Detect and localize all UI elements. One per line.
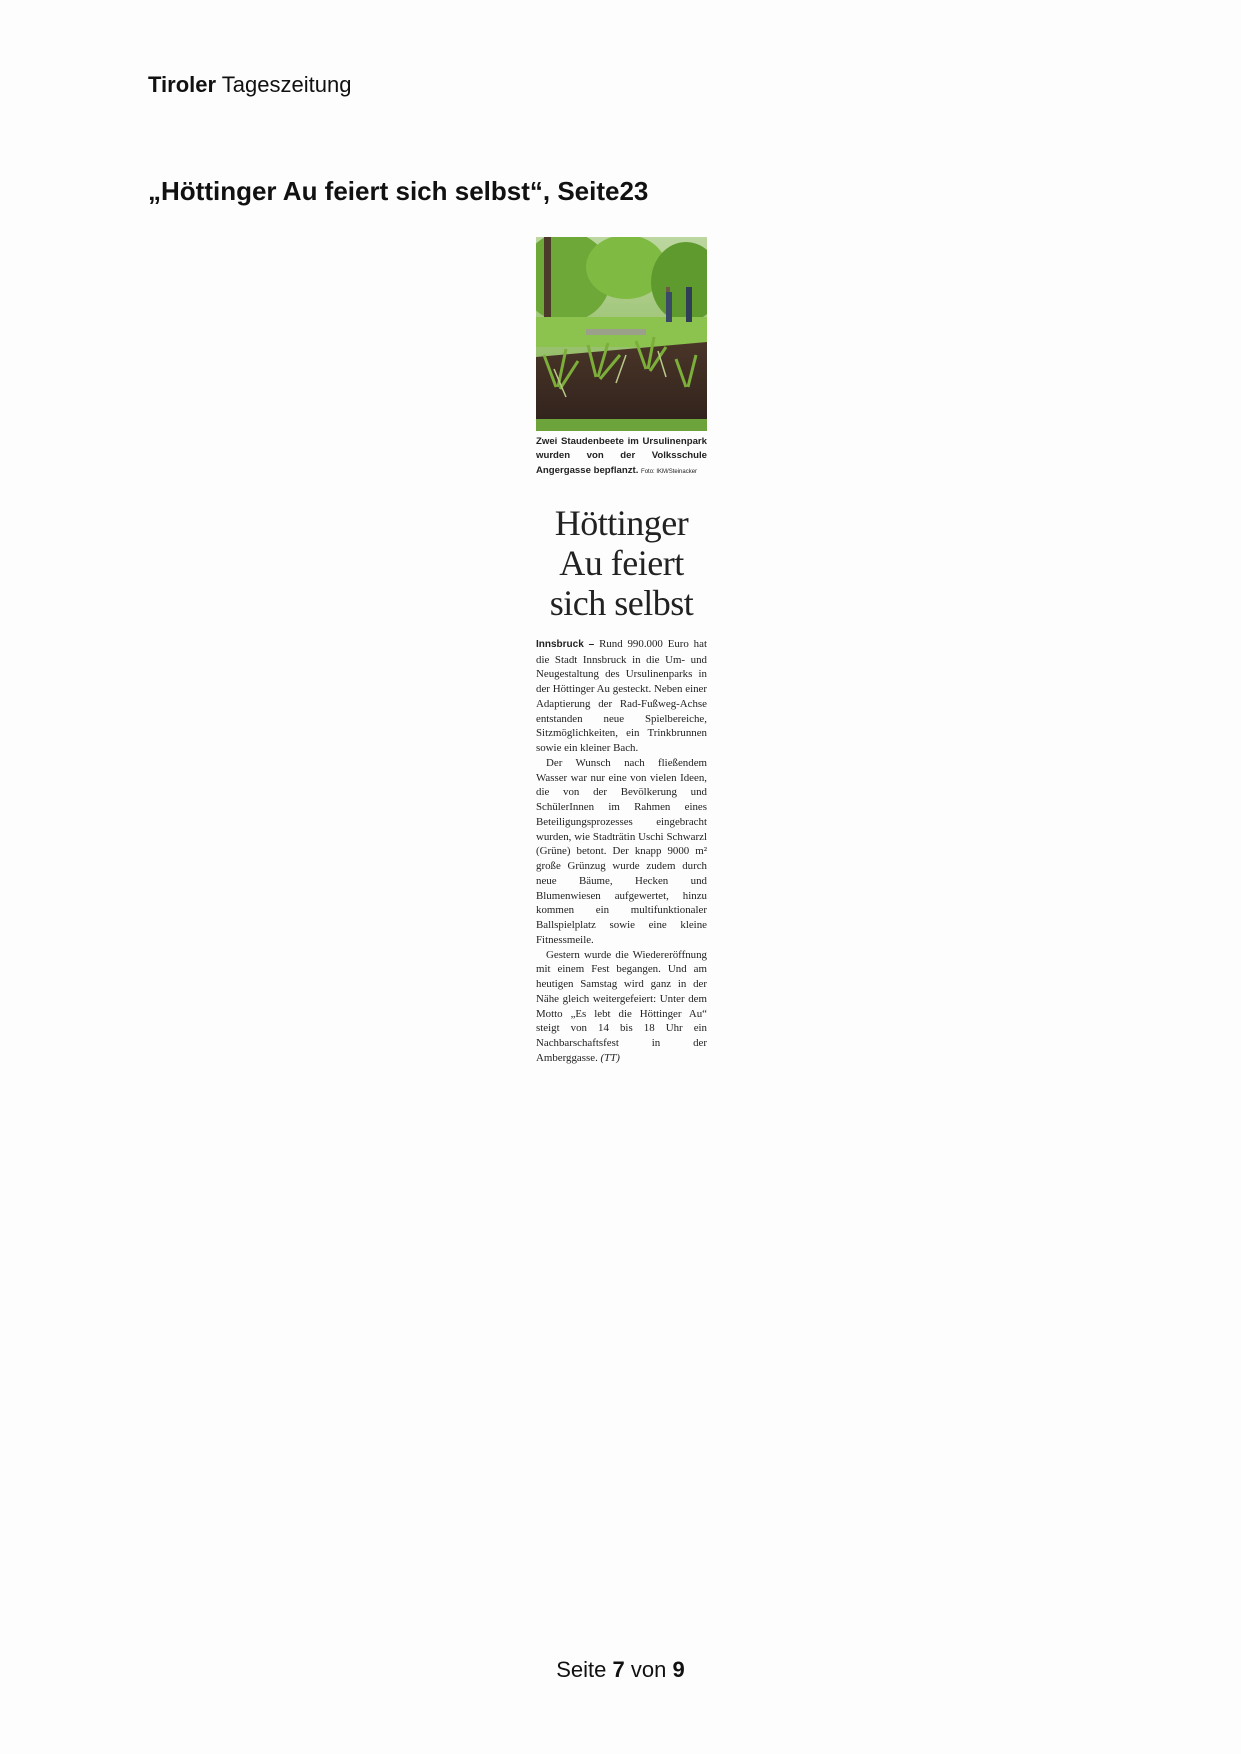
photo-caption: [536, 435, 707, 479]
article-body: [536, 637, 707, 1066]
headline-line: sich selbst: [549, 582, 694, 623]
newspaper-clipping: [536, 237, 707, 1066]
article-paragraph: [536, 637, 707, 756]
page-footer: [0, 1657, 1241, 1683]
article-headline: [536, 503, 707, 623]
total-pages-number: 9: [672, 1657, 685, 1682]
paragraph-text: Rund 990.000 Euro hat die Stadt Innsbruck in die Um- und Neugestaltung des Ursulinenparks in der Höttinger Au gesteckt. Neben einer Adaptierung der Rad-Fußweg-Achse entstanden neue Spielbereiche, Sitzmöglichkeiten, ein Trinkbrunnen sowie ein kleiner Bach.: [536, 637, 707, 755]
publication-name: [148, 72, 351, 98]
agency-tag: (TT): [600, 1051, 620, 1064]
article-paragraph: [536, 948, 707, 1066]
publication-name-bold: Tiroler: [148, 72, 217, 97]
photo-caption-text: Zwei Staudenbeete im Ursulinenpark wurden von der Volksschule Angergasse bepflanzt.: [536, 436, 707, 476]
page-word: Seite: [556, 1657, 607, 1682]
paragraph-text: Gestern wurde die Wiedereröffnung mit einem Fest begangen. Und am heutigen Samstag wird ganz in der Nähe gleich weitergefeiert: Unter dem Motto „Es lebt die Höttinger Au“ steigt von 14 bis 18 Uhr ein Nachbarschaftsfest in der Amberggasse.: [536, 948, 707, 1064]
current-page-number: 7: [612, 1657, 625, 1682]
article-dateline: Innsbruck –: [536, 638, 595, 650]
headline-line: Au feiert: [559, 542, 684, 583]
park-flowerbed-photo-icon: [536, 237, 707, 431]
photo-credit: Foto: IKM/Steinacker: [641, 468, 698, 475]
publication-name-regular: Tageszeitung: [221, 72, 352, 97]
headline-line: Höttinger: [554, 502, 689, 543]
article-paragraph: Der Wunsch nach fließendem Wasser war nur eine von vielen Ideen, die von der Bevölkerung und SchülerInnen im Rahmen eines Beteiligungsprozesses eingebracht wurden, wie Stadträtin Uschi Schwarzl (Grüne) betont. Der knapp 9000 m² große Grünzug wurde zudem durch neue Bäume, Hecken und Blumenwiesen aufgewertet, hinzu kommen ein multifunktionaler Ballspielplatz sowie eine kleine Fitnessmeile.: [536, 756, 707, 946]
of-word: von: [630, 1657, 667, 1682]
document-title: „Höttinger Au feiert sich selbst“, Seite23: [148, 176, 649, 206]
